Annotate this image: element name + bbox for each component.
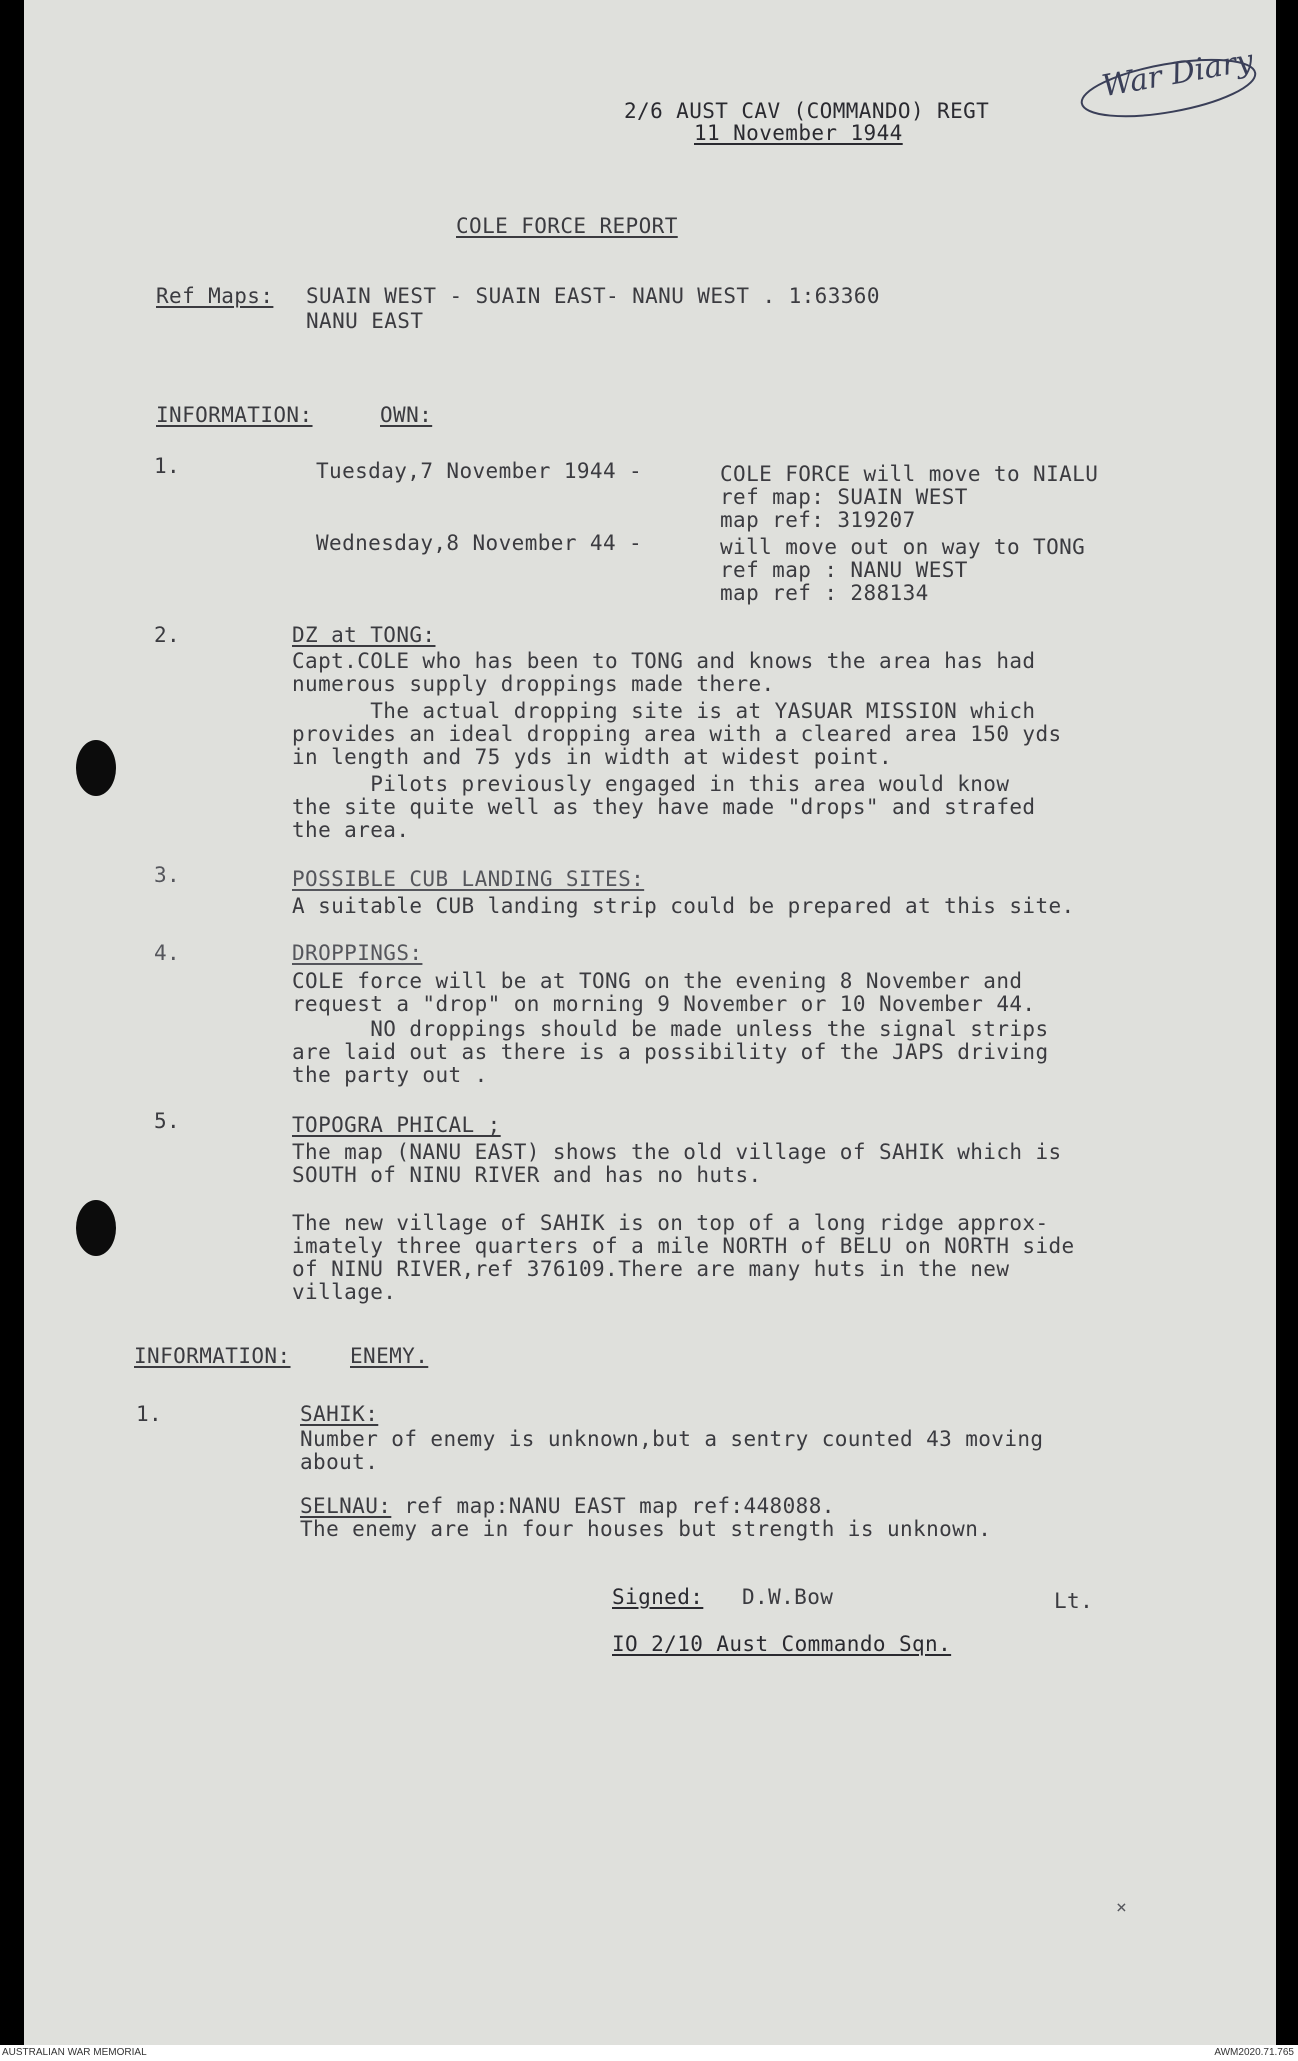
entry-line: ref map : NANU WEST bbox=[720, 558, 968, 582]
signatory-unit: IO 2/10 Aust Commando Sqn. bbox=[612, 1632, 952, 1656]
entry-line: ref map: SUAIN WEST bbox=[720, 485, 968, 509]
entry-when: Wednesday,8 November 44 - bbox=[316, 531, 643, 555]
entry-line: will move out on way to TONG bbox=[720, 535, 1086, 559]
header-date: 11 November 1944 bbox=[694, 121, 903, 145]
information-label: INFORMATION: bbox=[134, 1344, 291, 1368]
signatory-rank: Lt. bbox=[1054, 1589, 1094, 1613]
section-heading: SAHIK: bbox=[300, 1402, 379, 1426]
body-line: provides an ideal dropping area with a cleared area 150 yds bbox=[292, 722, 1062, 746]
body-line: Pilots previously engaged in this area would know bbox=[292, 772, 1010, 796]
body-line: The enemy are in four houses but strength is unknown. bbox=[300, 1517, 992, 1541]
body-line bbox=[300, 1495, 835, 1518]
section-heading: POSSIBLE CUB LANDING SITES: bbox=[292, 867, 645, 891]
body-line: SOUTH of NINU RIVER and has no huts. bbox=[292, 1163, 762, 1187]
body-line: The actual dropping site is at YASUAR MISSION which bbox=[292, 699, 1036, 723]
archive-footer bbox=[0, 2045, 1298, 2061]
body-line: The new village of SAHIK is on top of a long ridge approx- bbox=[292, 1211, 1049, 1235]
body-line: village. bbox=[292, 1280, 397, 1304]
section-heading: DROPPINGS: bbox=[292, 941, 423, 965]
entry-line: map ref: 319207 bbox=[720, 508, 916, 532]
item-number: 3. bbox=[154, 863, 181, 887]
body-line: COLE force will be at TONG on the evening 8 November and bbox=[292, 969, 1023, 993]
enemy-label: ENEMY. bbox=[350, 1344, 429, 1368]
body-line: The map (NANU EAST) shows the old village of SAHIK which is bbox=[292, 1140, 1062, 1164]
body-line: Number of enemy is unknown,but a sentry counted 43 moving bbox=[300, 1427, 1044, 1451]
ref-maps-line1: SUAIN WEST - SUAIN EAST- NANU WEST . 1:63360 bbox=[306, 284, 880, 308]
entry-line: COLE FORCE will move to NIALU bbox=[720, 462, 1099, 486]
body-line: numerous supply droppings made there. bbox=[292, 672, 775, 696]
body-line: request a "drop" on morning 9 November or 10 November 44. bbox=[292, 992, 1036, 1016]
body-line: the area. bbox=[292, 818, 410, 842]
ref-maps-line2: NANU EAST bbox=[306, 309, 424, 333]
own-label: OWN: bbox=[380, 403, 433, 427]
item-number: 5. bbox=[154, 1109, 181, 1133]
body-line: in length and 75 yds in width at widest point. bbox=[292, 745, 892, 769]
entry-line: map ref : 288134 bbox=[720, 581, 929, 605]
body-line: of NINU RIVER,ref 376109.There are many huts in the new bbox=[292, 1257, 1010, 1281]
selnau-heading: SELNAU: bbox=[300, 1494, 392, 1518]
body-line: are laid out as there is a possibility of the JAPS driving bbox=[292, 1040, 1049, 1064]
typed-report-page bbox=[24, 0, 1276, 2045]
body-line: A suitable CUB landing strip could be prepared at this site. bbox=[292, 894, 1075, 918]
section-heading: TOPOGRA PHICAL ; bbox=[292, 1113, 501, 1137]
body-line: the site quite well as they have made "drops" and strafed bbox=[292, 795, 1036, 819]
item-number: 2. bbox=[154, 623, 181, 647]
punch-hole bbox=[76, 740, 116, 796]
signatory-name: D.W.Bow bbox=[742, 1585, 834, 1609]
body-line: NO droppings should be made unless the signal strips bbox=[292, 1017, 1049, 1041]
body-line: about. bbox=[300, 1450, 379, 1474]
section-heading: DZ at TONG: bbox=[292, 623, 436, 647]
item-number: 1. bbox=[154, 454, 181, 478]
footer-institution: AUSTRALIAN WAR MEMORIAL bbox=[2, 2047, 147, 2058]
punch-hole bbox=[76, 1200, 116, 1256]
body-line: imately three quarters of a mile NORTH of BELU on NORTH side bbox=[292, 1234, 1075, 1258]
item-number: 1. bbox=[136, 1402, 163, 1426]
ref-maps-label: Ref Maps: bbox=[156, 284, 274, 308]
body-line: the party out . bbox=[292, 1063, 488, 1087]
item-number: 4. bbox=[154, 941, 181, 965]
header-unit: 2/6 AUST CAV (COMMANDO) REGT bbox=[624, 99, 990, 123]
body-line: Capt.COLE who has been to TONG and knows the area has had bbox=[292, 649, 1036, 673]
entry-when: Tuesday,7 November 1944 - bbox=[316, 459, 643, 483]
annotation-text: War Diary bbox=[1099, 43, 1256, 105]
report-title: COLE FORCE REPORT bbox=[456, 214, 678, 238]
selnau-ref: ref map:NANU EAST map ref:448088. bbox=[391, 1494, 835, 1518]
information-label: INFORMATION: bbox=[156, 403, 313, 427]
signed-label: Signed: bbox=[612, 1585, 704, 1609]
small-mark: × bbox=[1116, 1897, 1128, 1918]
handwritten-annotation bbox=[1070, 42, 1269, 140]
footer-accession: AWM2020.71.765 bbox=[1214, 2047, 1294, 2058]
